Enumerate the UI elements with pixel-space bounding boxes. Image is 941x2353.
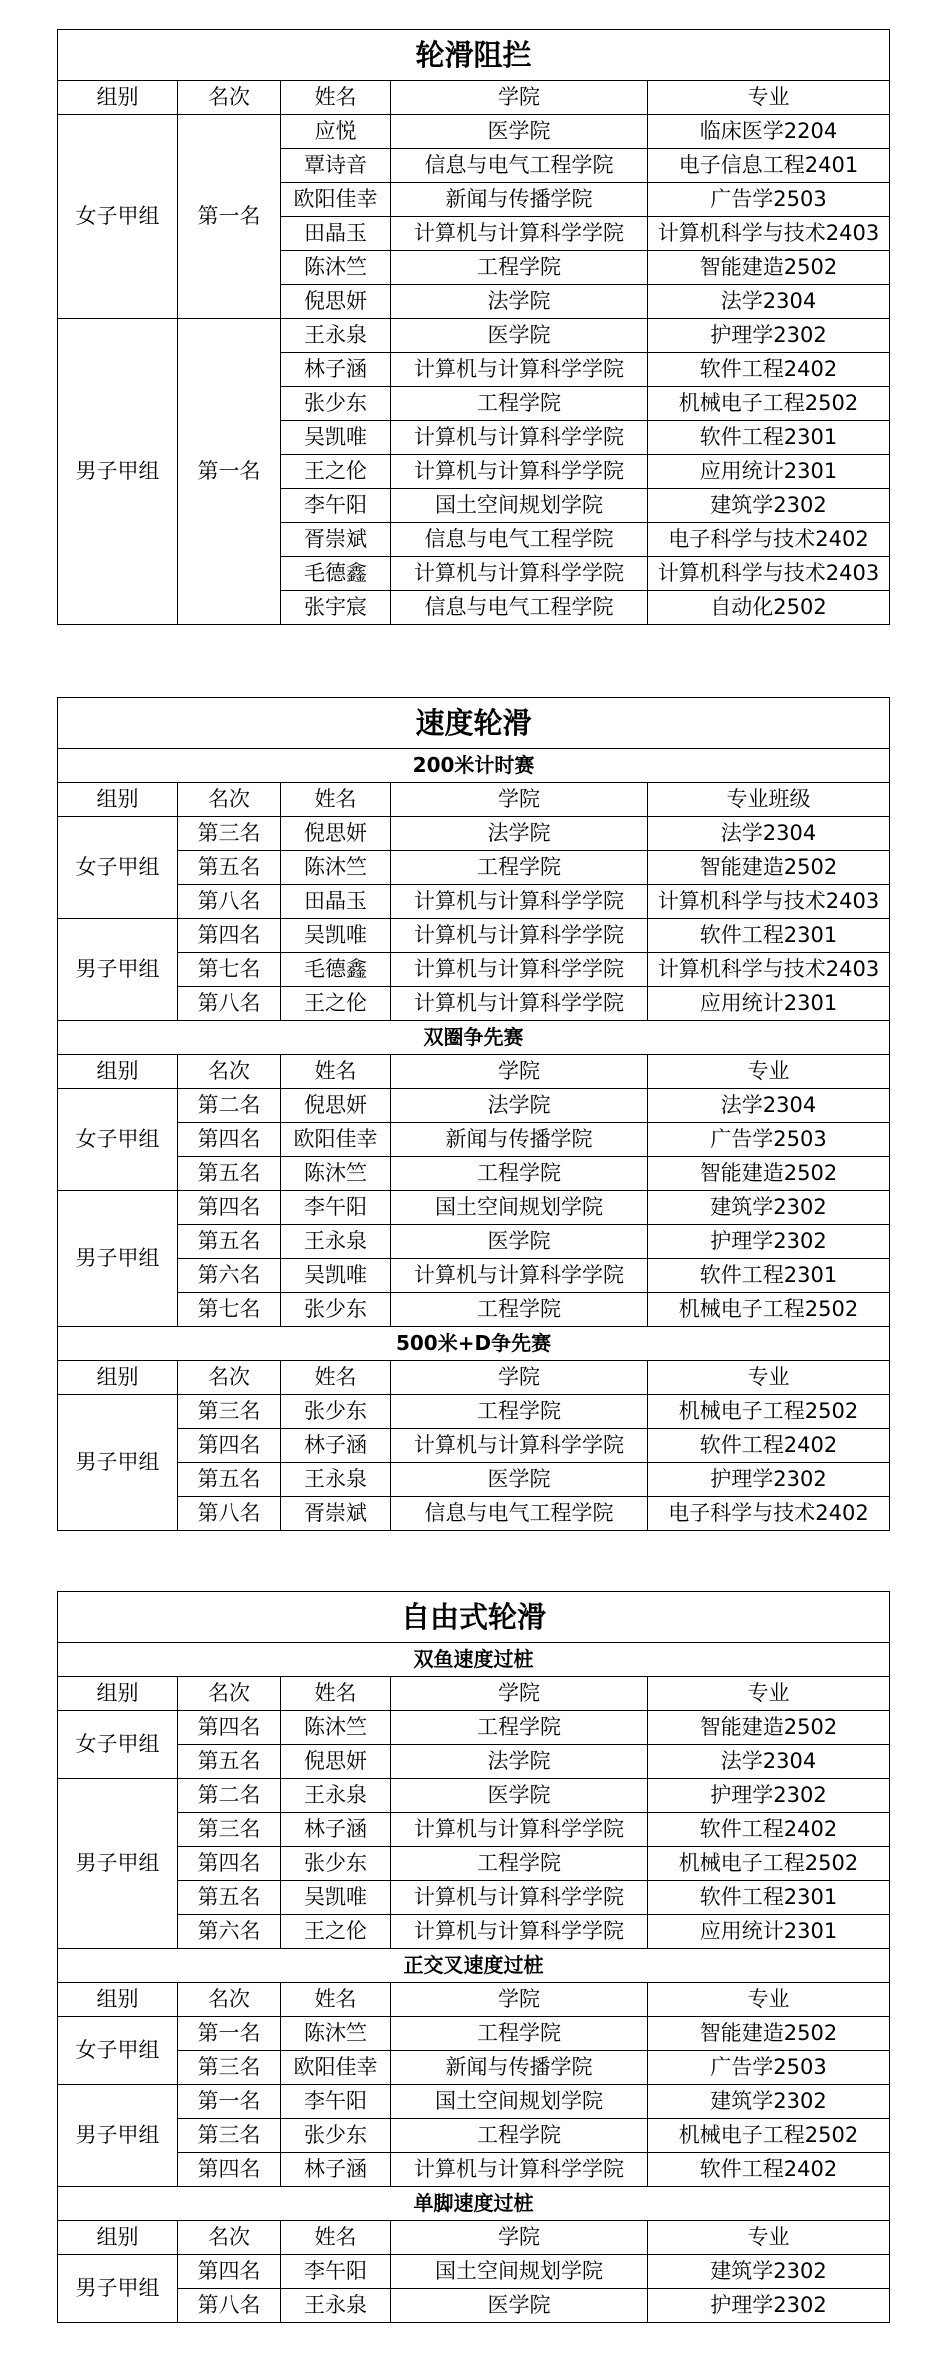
name-cell: 陈沐竺 [281,1711,391,1745]
event-title: 单脚速度过桩 [58,2187,890,2221]
name-cell: 王之伦 [281,1915,391,1949]
title-row [58,698,890,749]
header-group: 组别 [58,1983,178,2017]
school-cell: 国土空间规划学院 [391,489,648,523]
school-cell: 医学院 [391,2289,648,2323]
rank-cell: 第一名 [178,2085,281,2119]
header-rank: 名次 [178,81,281,115]
name-cell: 林子涵 [281,353,391,387]
major-cell: 应用统计2301 [648,987,890,1021]
school-cell: 医学院 [391,115,648,149]
name-cell: 张少东 [281,1847,391,1881]
rank-cell: 第一名 [178,115,281,319]
header-group: 组别 [58,1055,178,1089]
group-cell: 男子甲组 [58,319,178,625]
major-cell: 法学2304 [648,817,890,851]
rank-cell: 第四名 [178,1711,281,1745]
table-row [58,115,890,149]
school-cell: 信息与电气工程学院 [391,149,648,183]
school-cell: 计算机与计算科学学院 [391,987,648,1021]
rank-cell: 第七名 [178,953,281,987]
major-cell: 法学2304 [648,1089,890,1123]
table-row [58,953,890,987]
table-row [58,1497,890,1531]
school-cell: 工程学院 [391,1395,648,1429]
school-cell: 国土空间规划学院 [391,2085,648,2119]
header-group: 组别 [58,81,178,115]
major-cell: 软件工程2301 [648,1881,890,1915]
name-cell: 张少东 [281,1293,391,1327]
header-name: 姓名 [281,1677,391,1711]
rank-cell: 第三名 [178,817,281,851]
name-cell: 胥崇斌 [281,1497,391,1531]
major-cell: 法学2304 [648,1745,890,1779]
name-cell: 陈沐竺 [281,851,391,885]
table-row [58,1089,890,1123]
name-cell: 王永泉 [281,319,391,353]
table-row [58,2017,890,2051]
name-cell: 倪思妍 [281,285,391,319]
title-row [58,1592,890,1643]
major-cell: 软件工程2402 [648,2153,890,2187]
name-cell: 李午阳 [281,1191,391,1225]
name-cell: 倪思妍 [281,1745,391,1779]
major-cell: 智能建造2502 [648,1157,890,1191]
column-header-row [58,81,890,115]
major-cell: 软件工程2402 [648,1813,890,1847]
event-title-row [58,2187,890,2221]
name-cell: 张宇宸 [281,591,391,625]
major-cell: 护理学2302 [648,1779,890,1813]
major-cell: 机械电子工程2502 [648,387,890,421]
group-cell: 女子甲组 [58,1089,178,1191]
major-cell: 护理学2302 [648,2289,890,2323]
group-cell: 男子甲组 [58,2255,178,2323]
results-table-freestyle [57,1591,890,2323]
rank-cell: 第五名 [178,851,281,885]
header-school: 学院 [391,1055,648,1089]
header-group: 组别 [58,1677,178,1711]
name-cell: 李午阳 [281,2255,391,2289]
table-row [58,2051,890,2085]
major-cell: 智能建造2502 [648,251,890,285]
header-name: 姓名 [281,81,391,115]
major-cell: 软件工程2402 [648,1429,890,1463]
rank-cell: 第七名 [178,1293,281,1327]
school-cell: 信息与电气工程学院 [391,591,648,625]
header-major: 专业 [648,2221,890,2255]
header-school: 学院 [391,783,648,817]
name-cell: 欧阳佳幸 [281,1123,391,1157]
major-cell: 应用统计2301 [648,455,890,489]
table-row [58,1779,890,1813]
school-cell: 国土空间规划学院 [391,2255,648,2289]
school-cell: 新闻与传播学院 [391,1123,648,1157]
table-row [58,1915,890,1949]
major-cell: 建筑学2302 [648,2255,890,2289]
name-cell: 陈沐竺 [281,2017,391,2051]
event-title-row [58,1021,890,1055]
rank-cell: 第八名 [178,1497,281,1531]
name-cell: 张少东 [281,1395,391,1429]
name-cell: 李午阳 [281,2085,391,2119]
school-cell: 计算机与计算科学学院 [391,1429,648,1463]
rank-cell: 第四名 [178,1847,281,1881]
header-group: 组别 [58,2221,178,2255]
column-header-row [58,1361,890,1395]
header-major: 专业 [648,1361,890,1395]
table-row [58,1813,890,1847]
major-cell: 机械电子工程2502 [648,2119,890,2153]
major-cell: 护理学2302 [648,1463,890,1497]
school-cell: 工程学院 [391,2017,648,2051]
rank-cell: 第三名 [178,2119,281,2153]
major-cell: 计算机科学与技术2403 [648,217,890,251]
school-cell: 计算机与计算科学学院 [391,1813,648,1847]
school-cell: 信息与电气工程学院 [391,523,648,557]
table-row [58,2085,890,2119]
rank-cell: 第四名 [178,1429,281,1463]
major-cell: 计算机科学与技术2403 [648,885,890,919]
major-cell: 临床医学2204 [648,115,890,149]
table-row [58,817,890,851]
name-cell: 吴凯唯 [281,919,391,953]
school-cell: 计算机与计算科学学院 [391,1881,648,1915]
name-cell: 王永泉 [281,2289,391,2323]
header-rank: 名次 [178,1361,281,1395]
event-title: 500米+D争先赛 [58,1327,890,1361]
school-cell: 法学院 [391,285,648,319]
header-rank: 名次 [178,783,281,817]
rank-cell: 第五名 [178,1745,281,1779]
name-cell: 欧阳佳幸 [281,183,391,217]
school-cell: 新闻与传播学院 [391,2051,648,2085]
rank-cell: 第四名 [178,1191,281,1225]
name-cell: 陈沐竺 [281,1157,391,1191]
major-cell: 应用统计2301 [648,1915,890,1949]
school-cell: 法学院 [391,817,648,851]
group-cell: 男子甲组 [58,2085,178,2187]
rank-cell: 第四名 [178,2255,281,2289]
results-table-roller-blocking [57,29,890,625]
column-header-row [58,2221,890,2255]
name-cell: 张少东 [281,2119,391,2153]
school-cell: 计算机与计算科学学院 [391,1915,648,1949]
major-cell: 机械电子工程2502 [648,1847,890,1881]
rank-cell: 第五名 [178,1225,281,1259]
rank-cell: 第六名 [178,1915,281,1949]
rank-cell: 第二名 [178,1779,281,1813]
table-row [58,987,890,1021]
rank-cell: 第三名 [178,1813,281,1847]
rank-cell: 第四名 [178,919,281,953]
name-cell: 李午阳 [281,489,391,523]
group-cell: 女子甲组 [58,115,178,319]
header-name: 姓名 [281,2221,391,2255]
event-title: 双圈争先赛 [58,1021,890,1055]
major-cell: 广告学2503 [648,2051,890,2085]
table-row [58,1429,890,1463]
school-cell: 计算机与计算科学学院 [391,557,648,591]
school-cell: 医学院 [391,1463,648,1497]
header-rank: 名次 [178,1677,281,1711]
name-cell: 林子涵 [281,2153,391,2187]
group-cell: 女子甲组 [58,1711,178,1779]
table-title: 速度轮滑 [58,698,890,749]
school-cell: 医学院 [391,1779,648,1813]
name-cell: 王永泉 [281,1779,391,1813]
school-cell: 国土空间规划学院 [391,1191,648,1225]
header-rank: 名次 [178,2221,281,2255]
name-cell: 毛德鑫 [281,953,391,987]
event-title: 正交叉速度过桩 [58,1949,890,1983]
header-group: 组别 [58,1361,178,1395]
header-major: 专业 [648,1055,890,1089]
school-cell: 医学院 [391,1225,648,1259]
table-row [58,885,890,919]
rank-cell: 第六名 [178,1259,281,1293]
event-title-row [58,1949,890,1983]
name-cell: 吴凯唯 [281,421,391,455]
name-cell: 林子涵 [281,1813,391,1847]
school-cell: 计算机与计算科学学院 [391,919,648,953]
results-table-speed-skating [57,697,890,1531]
major-cell: 广告学2503 [648,183,890,217]
title-row [58,30,890,81]
event-title: 双鱼速度过桩 [58,1643,890,1677]
group-cell: 男子甲组 [58,919,178,1021]
major-cell: 电子科学与技术2402 [648,523,890,557]
name-cell: 倪思妍 [281,1089,391,1123]
major-cell: 法学2304 [648,285,890,319]
major-cell: 护理学2302 [648,1225,890,1259]
table-row [58,319,890,353]
school-cell: 工程学院 [391,251,648,285]
rank-cell: 第八名 [178,885,281,919]
school-cell: 新闻与传播学院 [391,183,648,217]
major-cell: 广告学2503 [648,1123,890,1157]
table-row [58,2289,890,2323]
school-cell: 信息与电气工程学院 [391,1497,648,1531]
name-cell: 欧阳佳幸 [281,2051,391,2085]
table-row [58,1225,890,1259]
name-cell: 陈沐竺 [281,251,391,285]
major-cell: 智能建造2502 [648,851,890,885]
major-cell: 软件工程2301 [648,421,890,455]
name-cell: 王之伦 [281,987,391,1021]
rank-cell: 第四名 [178,1123,281,1157]
school-cell: 计算机与计算科学学院 [391,421,648,455]
group-cell: 男子甲组 [58,1395,178,1531]
school-cell: 计算机与计算科学学院 [391,953,648,987]
name-cell: 田晶玉 [281,217,391,251]
header-major: 专业 [648,1983,890,2017]
header-school: 学院 [391,81,648,115]
school-cell: 工程学院 [391,2119,648,2153]
event-title-row [58,749,890,783]
table-row [58,919,890,953]
header-rank: 名次 [178,1055,281,1089]
name-cell: 毛德鑫 [281,557,391,591]
rank-cell: 第三名 [178,2051,281,2085]
name-cell: 倪思妍 [281,817,391,851]
event-title-row [58,1327,890,1361]
name-cell: 王之伦 [281,455,391,489]
group-cell: 女子甲组 [58,817,178,919]
school-cell: 法学院 [391,1089,648,1123]
major-cell: 自动化2502 [648,591,890,625]
major-cell: 建筑学2302 [648,2085,890,2119]
name-cell: 林子涵 [281,1429,391,1463]
major-cell: 机械电子工程2502 [648,1293,890,1327]
column-header-row [58,1983,890,2017]
column-header-row [58,1055,890,1089]
school-cell: 计算机与计算科学学院 [391,2153,648,2187]
school-cell: 计算机与计算科学学院 [391,217,648,251]
table-row [58,1745,890,1779]
header-rank: 名次 [178,1983,281,2017]
event-title-row [58,1643,890,1677]
table-row [58,1293,890,1327]
rank-cell: 第五名 [178,1157,281,1191]
name-cell: 田晶玉 [281,885,391,919]
major-cell: 软件工程2301 [648,1259,890,1293]
school-cell: 工程学院 [391,1157,648,1191]
major-cell: 电子科学与技术2402 [648,1497,890,1531]
rank-cell: 第四名 [178,2153,281,2187]
table-row [58,2119,890,2153]
rank-cell: 第一名 [178,2017,281,2051]
header-name: 姓名 [281,1055,391,1089]
major-cell: 机械电子工程2502 [648,1395,890,1429]
event-title: 200米计时赛 [58,749,890,783]
rank-cell: 第八名 [178,2289,281,2323]
school-cell: 工程学院 [391,851,648,885]
name-cell: 张少东 [281,387,391,421]
table-row [58,1191,890,1225]
table-row [58,2255,890,2289]
major-cell: 软件工程2402 [648,353,890,387]
major-cell: 建筑学2302 [648,1191,890,1225]
name-cell: 吴凯唯 [281,1259,391,1293]
header-name: 姓名 [281,783,391,817]
column-header-row [58,783,890,817]
header-school: 学院 [391,1677,648,1711]
school-cell: 工程学院 [391,1293,648,1327]
school-cell: 计算机与计算科学学院 [391,885,648,919]
major-cell: 电子信息工程2401 [648,149,890,183]
school-cell: 计算机与计算科学学院 [391,455,648,489]
column-header-row [58,1677,890,1711]
name-cell: 覃诗音 [281,149,391,183]
major-cell: 计算机科学与技术2403 [648,953,890,987]
rank-cell: 第八名 [178,987,281,1021]
name-cell: 胥崇斌 [281,523,391,557]
table-row [58,1881,890,1915]
header-major: 专业班级 [648,783,890,817]
rank-cell: 第二名 [178,1089,281,1123]
table-row [58,1259,890,1293]
group-cell: 男子甲组 [58,1779,178,1949]
table-row [58,1395,890,1429]
major-cell: 智能建造2502 [648,2017,890,2051]
school-cell: 医学院 [391,319,648,353]
school-cell: 工程学院 [391,1847,648,1881]
name-cell: 吴凯唯 [281,1881,391,1915]
major-cell: 建筑学2302 [648,489,890,523]
table-row [58,2153,890,2187]
rank-cell: 第五名 [178,1463,281,1497]
header-school: 学院 [391,1361,648,1395]
rank-cell: 第五名 [178,1881,281,1915]
table-row [58,1463,890,1497]
major-cell: 智能建造2502 [648,1711,890,1745]
school-cell: 计算机与计算科学学院 [391,1259,648,1293]
major-cell: 软件工程2301 [648,919,890,953]
header-major: 专业 [648,1677,890,1711]
major-cell: 计算机科学与技术2403 [648,557,890,591]
header-school: 学院 [391,2221,648,2255]
header-school: 学院 [391,1983,648,2017]
group-cell: 女子甲组 [58,2017,178,2085]
name-cell: 王永泉 [281,1225,391,1259]
school-cell: 工程学院 [391,1711,648,1745]
major-cell: 护理学2302 [648,319,890,353]
group-cell: 男子甲组 [58,1191,178,1327]
rank-cell: 第一名 [178,319,281,625]
school-cell: 计算机与计算科学学院 [391,353,648,387]
table-row [58,1157,890,1191]
header-major: 专业 [648,81,890,115]
table-row [58,1711,890,1745]
table-row [58,1123,890,1157]
header-name: 姓名 [281,1361,391,1395]
table-title: 轮滑阻拦 [58,30,890,81]
school-cell: 工程学院 [391,387,648,421]
table-title: 自由式轮滑 [58,1592,890,1643]
name-cell: 应悦 [281,115,391,149]
header-name: 姓名 [281,1983,391,2017]
school-cell: 法学院 [391,1745,648,1779]
table-row [58,1847,890,1881]
table-row [58,851,890,885]
header-group: 组别 [58,783,178,817]
rank-cell: 第三名 [178,1395,281,1429]
name-cell: 王永泉 [281,1463,391,1497]
